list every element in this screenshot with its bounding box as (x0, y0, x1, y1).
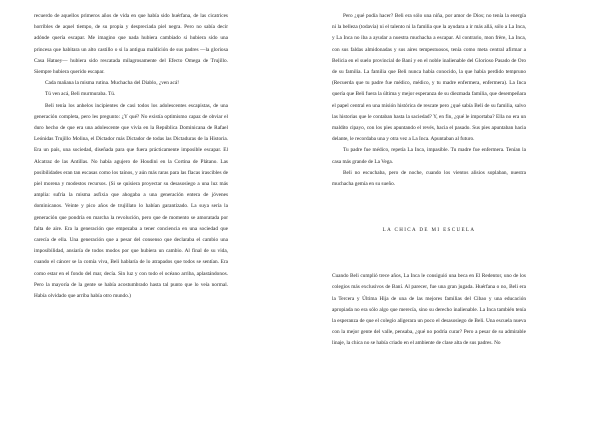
section-heading: LA CHICA DE MI ESCUELA (382, 228, 476, 234)
right-paragraph: Pero ¿qué podía hacer? Beli era sólo una niña, por amor de Dios; no tenía la energía ni la belleza (todavía) ni el talento ni la familia que la ayudara a ir más allá, sólo a La Inca, y La Inca no iba a ayudar a nuestra muchacha a escapar. Al contrario, mon frère, La Inca, con sus faldas almidonadas y sus aires tempestuosos, tenía como meta central afirmar a Belicia en el suelo provincial de Baní y en el noble inalienable del Glorioso Pasado de Oro de su familia. La familia que Beli nunca había conocido, la que había perdido tempruno (Recuerda que tu padre fue médico, médico, y tu madre enfermera, enfermera). La Inca quería que Beli fuera la última y mejor esperanza de su diezmada familia, que desempeñara el papel central en una misión histórica de rescate pero ¿qué sabía Beli de su familia, salvo las historias que le contaban hasta la saciedad? Y, en fin, ¿qué le importaba? Ella no era un maldito cipayo, con los pies apuntando el revés, hacia el pasado. Sus pies apuntaban hacia delante, le recordaba una y otra vez a La Inca. Apuntaban al futuro. (332, 13, 526, 143)
right-page-column (332, 11, 526, 350)
left-paragraph: Cada mañana la misma rutina. Muchacha del Diablo, ¿ven acá! (45, 80, 179, 87)
left-paragraph: recuerdo de aquellos primeros años de vida en que había sido huérfana, de las cicatrices horribles de aquel tiempo, de su propia y despreciada piel negra. Pero no sabía decir adónde quería escapar. Me imagino que nada hubiera cambiado si hubiera sido una princesa que habitara un alto castillo o si la antigua maldición de sus padres —la gloriosa Casa Hatuey— hubiera sido rescatada milagrosamente del Efecto Omega de Trujillo. Siempre hubiera querido escapar. (34, 13, 228, 76)
left-page-column (34, 11, 228, 302)
right-paragraph: Beli no escuchaba, pero de noche, cuando los vientos alisios soplaban, nuestra muchacha gemía en su sueño. (332, 169, 526, 188)
left-paragraph: Beli tenía los anhelos incipientes de casi todos los adolescentes escapistas, de una generación completa, pero les pregunto: ¿Y qué? No existía optimismo capaz de obviar el duro hecho de que era una adolescente que vivía en la República Dominicana de Rafael Leónidas Trujillo Molina, el Dictador más Dictador de todas las Dictaduras de la Historia. Era un país, una sociedad, diseñada para que fuera prácticamente imposible escapar. El Alcatraz de las Antillas. No había agujero de Houdini en la Cortina de Plátano. Las posibilidades eran tan escasas como los taínos, y aún más raras para las flacas irascibles de piel morena y modestos recursos. (Si se quisiera proyectar su desasosiego a una luz más amplia: sufría la misma asfixia que ahogaba a una generación entera de jóvenes dominicanos. Veinte y pico años de trujillato lo habían garantizado. La suya sería la generación que pondría en marcha la revolución, pero que de momento se amoratada por falta de aire. Era la generación que empezaba a tener conciencia en una sociedad que carecía de ella. Una generación que a pesar del consenso que declaraba el cambio una imposibilidad, ansiaría de todos modos por que hubiera un cambio. Al final de su vida, cuando el cáncer se la comía viva, Beli hablaría de lo atrapados que todos se sentían. Era como estar en el fondo del mar, decía. Sin luz y con todo el océano arriba, aplastándonos. Pero la mayoría de la gente se había acostumbrado hasta tal punto que lo veía normal. Había olvidado que arriba había otro mundo.) (34, 102, 228, 300)
right-paragraph: Cuando Beli cumplió trece años, La Inca le consiguió una beca en El Redentor, uno de los colegios más exclusivos de Baní. Al parecer, fue una gran jugada. Huérfana o no, Beli era la Tercera y Última Hija de una de las mejores familias del Cibao y una educación apropiada no era sólo algo que merecía, sino su derecho inalienable. La Inca también tenía la esperanza de que el colegio aligerara un poco el desasosiego de Beli. Una escuela nueva con la mejor gente del valle, pensaba, ¿qué no podría curar? Pero a pesar de su admirable linaje, la chica no se había criado en el ambiente de clase alta de sus padres. No (332, 273, 526, 347)
right-paragraph: Tu padre fue médico, repetía La Inca, impasible. Tu madre fue enfermera. Tenían la casa más grande de La Vega. (332, 147, 526, 165)
left-paragraph: Tú ven acá, Beli murmuraba. Tú. (45, 91, 116, 98)
